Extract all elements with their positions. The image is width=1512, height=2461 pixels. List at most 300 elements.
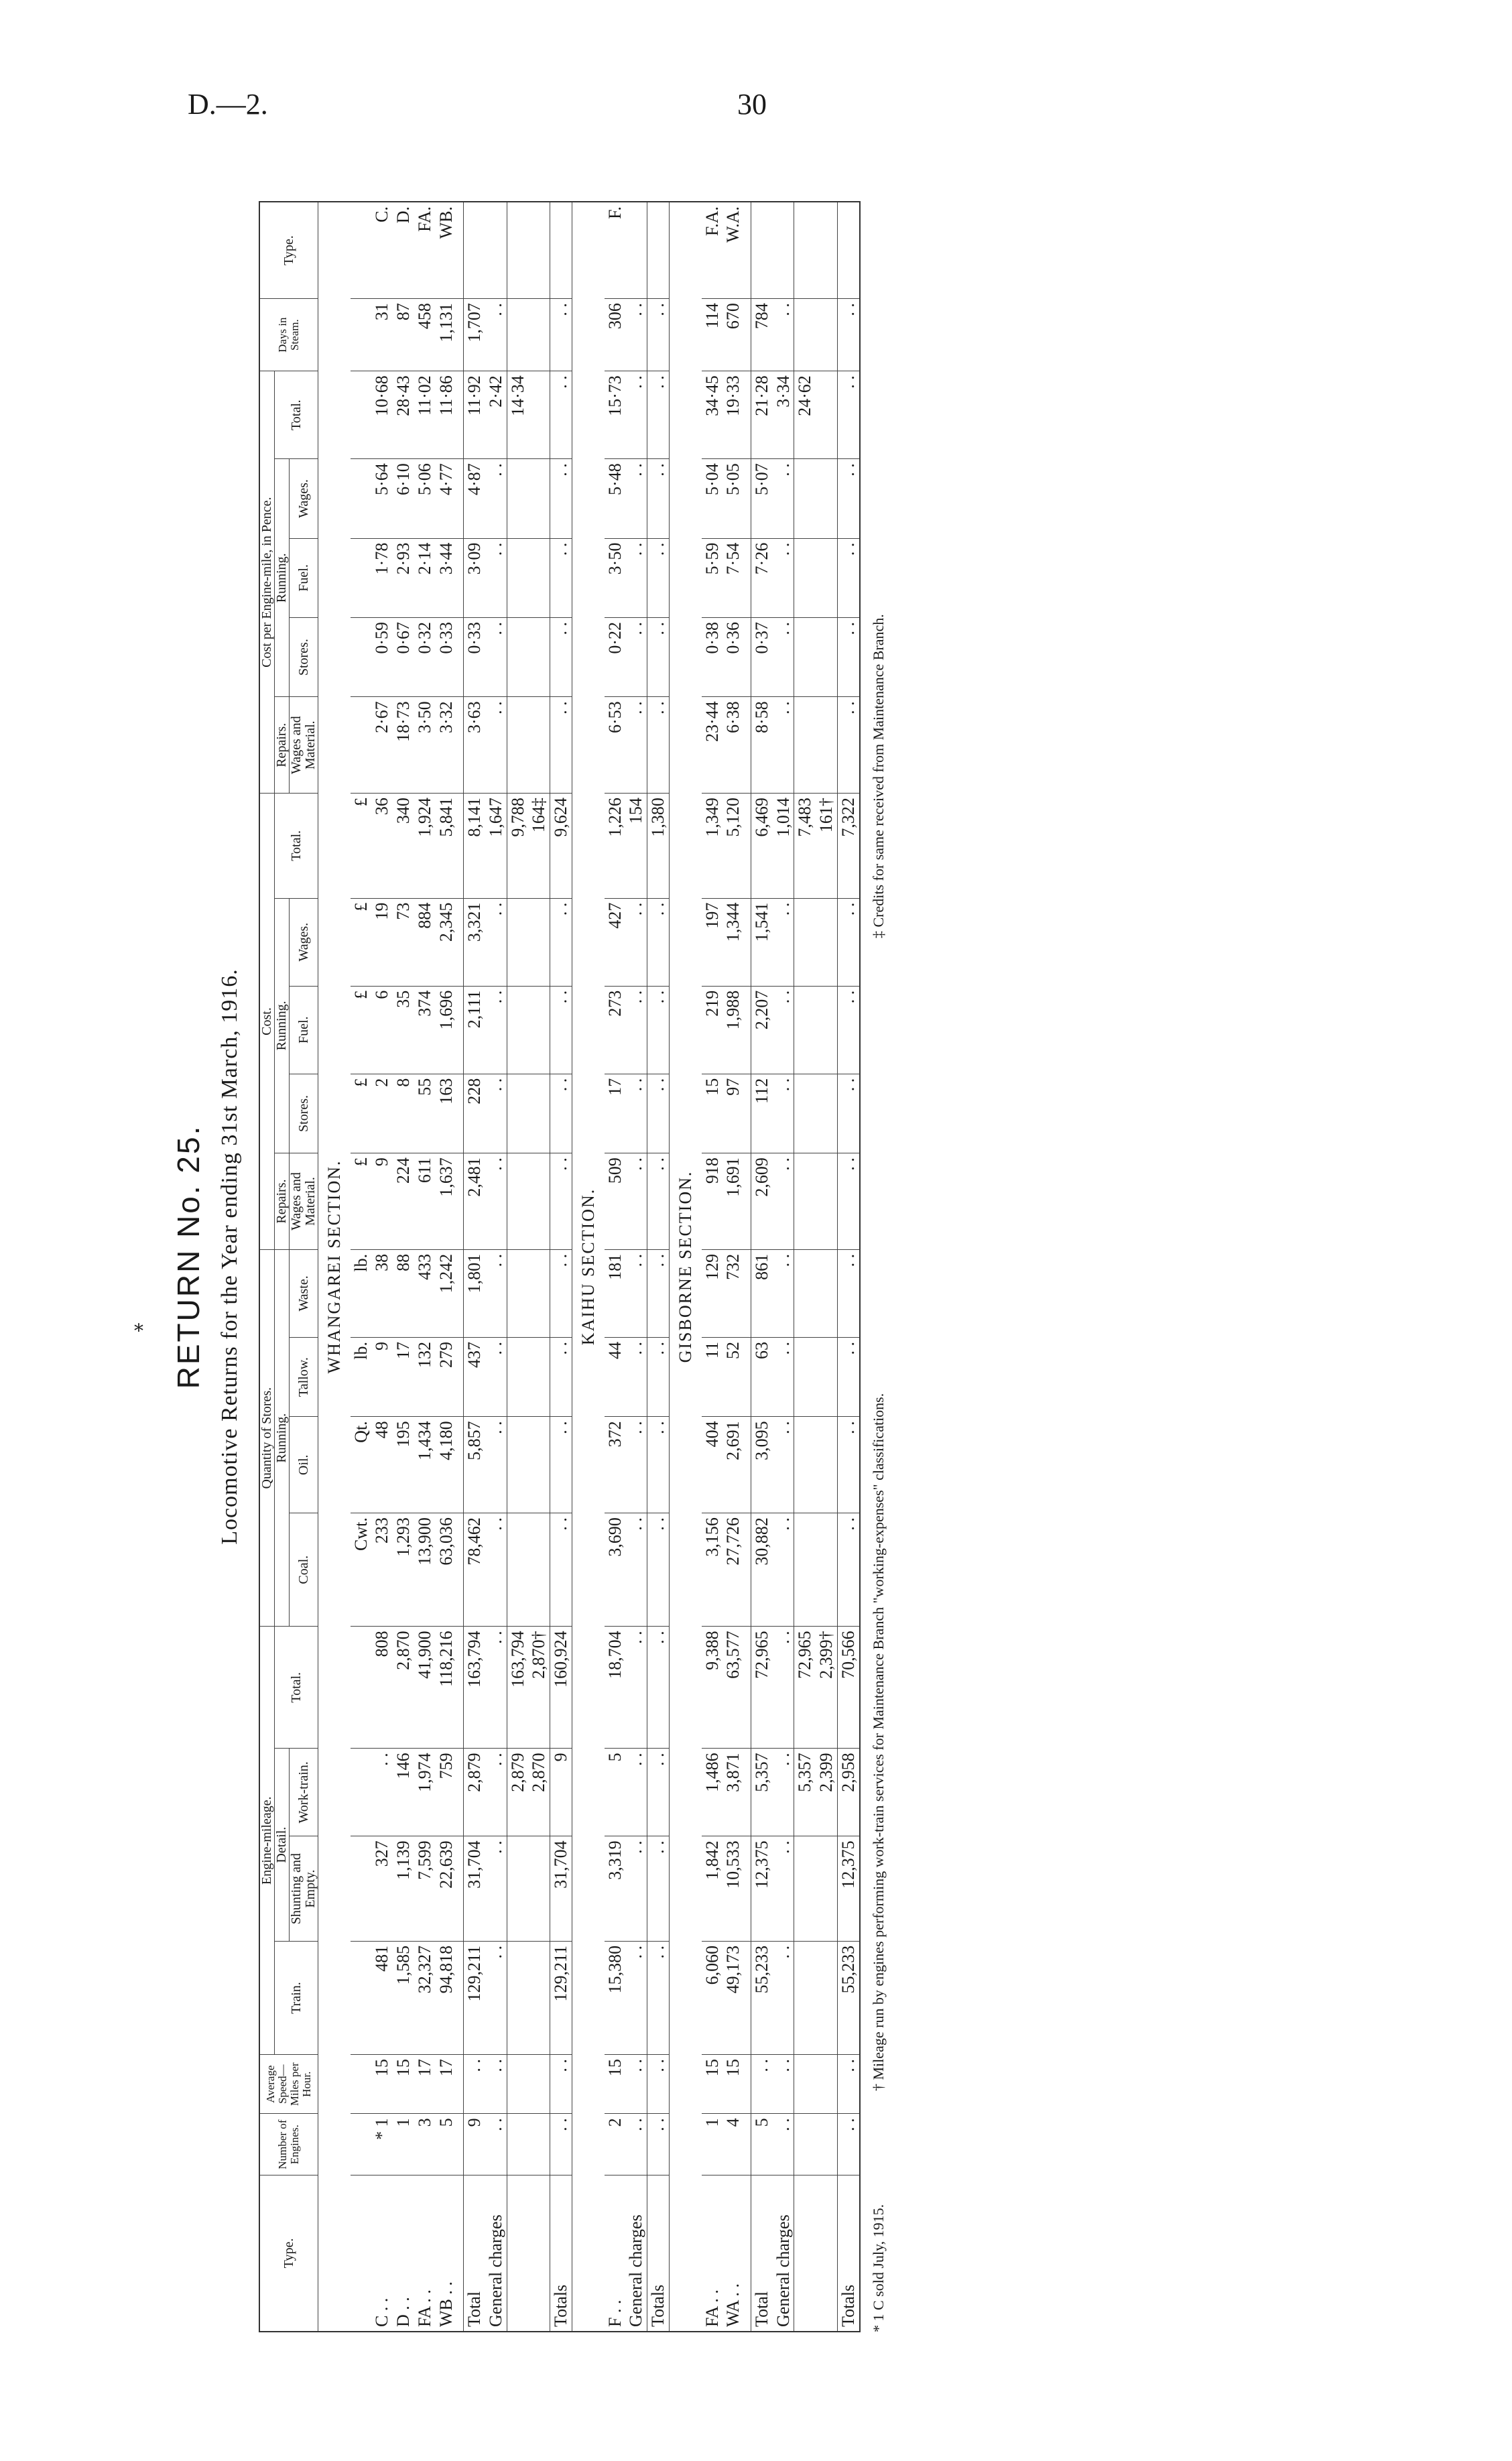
header-engines: Number of Engines.	[259, 2114, 318, 2175]
general-charges-row-cell: General charges	[485, 2175, 507, 2332]
totals-row-cell: . .	[837, 1074, 859, 1153]
totals-row-cell: . .	[647, 986, 670, 1074]
general-charges-row-cell: . .	[485, 459, 507, 538]
page-header	[188, 87, 1327, 127]
header-pence-running: Running.	[275, 459, 290, 697]
general-charges-row-cell: . .	[625, 299, 647, 371]
table-row-cell: 372	[605, 1417, 626, 1513]
table-row-cell: 19	[371, 898, 393, 986]
table-row-cell: 35	[393, 986, 414, 1074]
table-row-cell: 433	[414, 1249, 436, 1337]
general-charges-row-cell: . .	[625, 459, 647, 538]
totals-row-cell: . .	[647, 1417, 670, 1513]
table-row-cell: FA . .	[414, 2175, 436, 2332]
footnotes	[870, 161, 897, 2332]
table-row-cell: 63,577	[722, 1627, 744, 1749]
table-row-cell: 2,870	[393, 1627, 414, 1749]
totals-row-cell: . .	[647, 299, 670, 371]
table-row-cell: 7,599	[414, 1836, 436, 1942]
table-row-cell: 6,060	[702, 1941, 723, 2054]
header-pence-fuel: Fuel.	[290, 538, 318, 617]
totals-row-cell: . .	[647, 1153, 670, 1250]
general-charges-row-cell: . .	[625, 1749, 647, 1836]
totals-row-cell: 55,233	[837, 1941, 859, 2054]
general-charges-row-cell: . .	[625, 898, 647, 986]
table-row-cell: 48	[371, 1417, 393, 1513]
totals-row-cell: . .	[647, 697, 670, 794]
general-charges-row-cell: . .	[773, 1417, 794, 1513]
total-row	[751, 202, 772, 2332]
unit-label: £	[351, 1074, 372, 1153]
table-row-cell: F.A.	[702, 202, 723, 299]
adjustment-cost: 9,788 164‡	[507, 794, 550, 899]
total-row-cell: 8·58	[751, 697, 772, 794]
totals-row-cell: . .	[647, 371, 670, 459]
totals-row-cell: . .	[550, 697, 572, 794]
general-charges-row-cell: . .	[773, 2055, 794, 2114]
general-charges-row	[485, 202, 507, 2332]
general-charges-row-cell: . .	[625, 1836, 647, 1942]
table-row-cell: 509	[605, 1153, 626, 1250]
total-row-cell: 129,211	[464, 1941, 485, 2054]
general-charges-row-cell	[485, 202, 507, 299]
totals-row-cell: . .	[550, 617, 572, 696]
table-row-cell: 36	[371, 794, 393, 899]
total-row-cell: 3,095	[751, 1417, 772, 1513]
locomotive-returns-table	[259, 201, 861, 2332]
totals-row-cell: . .	[837, 2055, 859, 2114]
adjustment-total: 72,965 2,399†	[794, 1627, 837, 1749]
table-row-cell: 0·36	[722, 617, 744, 696]
totals-row-cell: . .	[837, 459, 859, 538]
totals-row-cell: . .	[837, 2114, 859, 2175]
table-row-cell: 1,486	[702, 1749, 723, 1836]
total-row-cell: 3,321	[464, 898, 485, 986]
total-row-cell: 63	[751, 1337, 772, 1416]
table-row-cell: 1,691	[722, 1153, 744, 1250]
table-row-cell: 181	[605, 1249, 626, 1337]
table-row-cell: 22,639	[436, 1836, 457, 1942]
header-train: Train.	[275, 1941, 318, 2054]
table-row-cell: 87	[393, 299, 414, 371]
table-row-cell: 55	[414, 1074, 436, 1153]
table-row-cell: 52	[722, 1337, 744, 1416]
table-row-cell: D . .	[393, 2175, 414, 2332]
table-row-cell: 3·50	[605, 538, 626, 617]
totals-row-cell: Totals	[550, 2175, 572, 2332]
table-row-cell: FA.	[414, 202, 436, 299]
general-charges-row-cell: 3·34	[773, 371, 794, 459]
totals-row-cell: . .	[550, 371, 572, 459]
totals-row-cell: . .	[647, 898, 670, 986]
general-charges-row-cell: General charges	[773, 2175, 794, 2332]
totals-row-cell: . .	[647, 1749, 670, 1836]
total-row-cell: 8,141	[464, 794, 485, 899]
header-shunting: Shunting and Empty.	[290, 1836, 318, 1942]
table-row-cell: 132	[414, 1337, 436, 1416]
totals-row-cell: . .	[550, 898, 572, 986]
table-row-cell: 224	[393, 1153, 414, 1250]
table-row-cell: 5·06	[414, 459, 436, 538]
table-row-cell: 5·64	[371, 459, 393, 538]
table-row-cell: 5	[605, 1749, 626, 1836]
general-charges-row-cell: . .	[485, 1074, 507, 1153]
units-row	[351, 202, 372, 2332]
adjustment-cost: 7,483 161†	[794, 794, 837, 899]
header-pence-repairs: Repairs.	[275, 697, 290, 794]
table-row-cell: 13,900	[414, 1513, 436, 1627]
header-mileage: Engine-mileage.	[259, 1627, 275, 2055]
header-stores-cost: Stores.	[290, 1074, 318, 1153]
table-row-cell: 340	[393, 794, 414, 899]
header-wages: Wages.	[290, 898, 318, 986]
totals-row-cell: 31,704	[550, 1836, 572, 1942]
adjustment-work: 5,357 2,399	[794, 1749, 837, 1836]
table-row-cell: 49,173	[722, 1941, 744, 2054]
totals-row-cell: 9	[550, 1749, 572, 1836]
totals-row-cell: . .	[837, 299, 859, 371]
totals-row-cell: Totals	[647, 2175, 670, 2332]
table-row-cell: 8	[393, 1074, 414, 1153]
adjustment-work: 2,879 2,870	[507, 1749, 550, 1836]
table-row-cell: 1,988	[722, 986, 744, 1074]
table-row-cell: 5·48	[605, 459, 626, 538]
totals-row-cell: . .	[550, 1074, 572, 1153]
general-charges-row-cell	[773, 202, 794, 299]
unit-label: £	[351, 794, 372, 899]
totals-row-cell	[647, 202, 670, 299]
table-row-cell: 458	[414, 299, 436, 371]
general-charges-row-cell: . .	[485, 1836, 507, 1942]
table-row-cell: 15,380	[605, 1941, 626, 2054]
total-row-cell: 1,801	[464, 1249, 485, 1337]
table-row-cell: 9,388	[702, 1627, 723, 1749]
general-charges-row-cell: 2·42	[485, 371, 507, 459]
unit-label: lb.	[351, 1249, 372, 1337]
table-row-cell: 11·02	[414, 371, 436, 459]
unit-label: lb.	[351, 1337, 372, 1416]
totals-row-cell: . .	[647, 538, 670, 617]
table-row-cell: 884	[414, 898, 436, 986]
page-number: 30	[737, 88, 767, 121]
table-row-cell: 73	[393, 898, 414, 986]
totals-row-cell: . .	[647, 2055, 670, 2114]
general-charges-row-cell: . .	[485, 617, 507, 696]
total-row-cell: 1,707	[464, 299, 485, 371]
table-row-cell: 94,818	[436, 1941, 457, 2054]
table-body	[318, 202, 860, 2332]
table-row-cell: 0·67	[393, 617, 414, 696]
totals-row	[837, 202, 859, 2332]
general-charges-row-cell: . .	[625, 1249, 647, 1337]
table-row-cell: 10,533	[722, 1836, 744, 1942]
rotated-return-table	[166, 161, 1373, 2352]
total-row-cell: 12,375	[751, 1836, 772, 1942]
footnote-mileage: † Mileage run by engines performing work-train services for Maintenance Branch "working-expenses" classifications.	[869, 1393, 887, 2091]
table-row-cell: 15	[393, 2055, 414, 2114]
general-charges-row-cell: . .	[773, 1749, 794, 1836]
totals-row-cell: . .	[647, 617, 670, 696]
general-charges-row-cell: . .	[773, 898, 794, 986]
general-charges-row-cell: . .	[625, 1153, 647, 1250]
general-charges-row-cell: . .	[485, 2114, 507, 2175]
table-row-cell: 481	[371, 1941, 393, 2054]
adjustment-row	[794, 202, 837, 2332]
totals-row-cell: 160,924	[550, 1627, 572, 1749]
table-row-cell: 34·45	[702, 371, 723, 459]
table-row	[371, 202, 393, 2332]
table-row-cell: 5,120	[722, 794, 744, 899]
return-subtitle: Locomotive Returns for the Year ending 31st March, 1916.	[217, 968, 242, 1545]
table-row-cell: 279	[436, 1337, 457, 1416]
totals-row-cell: . .	[837, 898, 859, 986]
header-mileage-total: Total.	[275, 1627, 318, 1749]
totals-row-cell: . .	[550, 1249, 572, 1337]
table-row-cell: 114	[702, 299, 723, 371]
table-row-cell: 97	[722, 1074, 744, 1153]
table-row-cell: 1	[702, 2114, 723, 2175]
table-row-cell: 15	[702, 1074, 723, 1153]
table-row-cell: 1,924	[414, 794, 436, 899]
table-row-cell: 374	[414, 986, 436, 1074]
table-row-cell: 6·10	[393, 459, 414, 538]
total-row-cell: 55,233	[751, 1941, 772, 2054]
ink-mark: ⁎	[134, 1315, 143, 1336]
general-charges-row-cell: . .	[485, 986, 507, 1074]
unit-label: £	[351, 986, 372, 1074]
header-wages-material: Wages and Material.	[290, 1153, 318, 1250]
totals-row	[550, 202, 572, 2332]
general-charges-row-cell: . .	[485, 2055, 507, 2114]
total-row-cell: 112	[751, 1074, 772, 1153]
general-charges-row-cell: . .	[625, 1513, 647, 1627]
general-charges-row-cell: . .	[485, 1749, 507, 1836]
table-row-cell: 18·73	[393, 697, 414, 794]
table-row-cell: 3·50	[414, 697, 436, 794]
totals-row-cell: . .	[550, 2114, 572, 2175]
total-row-cell: . .	[464, 2055, 485, 2114]
general-charges-row-cell: . .	[625, 2055, 647, 2114]
total-row-cell: Total	[751, 2175, 772, 2332]
table-row-cell: 404	[702, 1417, 723, 1513]
general-charges-row-cell: . .	[625, 697, 647, 794]
general-charges-row-cell: . .	[773, 617, 794, 696]
table-row-cell: 5,841	[436, 794, 457, 899]
table-row	[702, 202, 723, 2332]
table-row-cell: 0·33	[436, 617, 457, 696]
general-charges-row-cell: 154	[625, 794, 647, 899]
table-row-cell: 195	[393, 1417, 414, 1513]
total-row-cell: 78,462	[464, 1513, 485, 1627]
total-row-cell: 5·07	[751, 459, 772, 538]
general-charges-row-cell: . .	[773, 1513, 794, 1627]
header-pence-wages: Wages.	[290, 459, 318, 538]
totals-row-cell: . .	[647, 459, 670, 538]
general-charges-row-cell: 1,014	[773, 794, 794, 899]
table-row-cell: 1,974	[414, 1749, 436, 1836]
general-charges-row-cell: . .	[773, 459, 794, 538]
table-row-cell: 6·53	[605, 697, 626, 794]
totals-row-cell: . .	[647, 1249, 670, 1337]
table-row-cell: F.	[605, 202, 626, 299]
general-charges-row-cell: . .	[773, 538, 794, 617]
table-row-cell: 19·33	[722, 371, 744, 459]
totals-row-cell: . .	[837, 1513, 859, 1627]
table-row-cell: W.A.	[722, 202, 744, 299]
table-row-cell: 427	[605, 898, 626, 986]
general-charges-row-cell: . .	[485, 1513, 507, 1627]
totals-row-cell: . .	[647, 1337, 670, 1416]
general-charges-row-cell: . .	[773, 1337, 794, 1416]
table-row-cell: 15	[722, 2055, 744, 2114]
table-row-cell: 38	[371, 1249, 393, 1337]
total-row-cell: 0·33	[464, 617, 485, 696]
table-row-cell: 1,434	[414, 1417, 436, 1513]
general-charges-row-cell: 1,647	[485, 794, 507, 899]
table-row-cell: 611	[414, 1153, 436, 1250]
table-row-cell: 10·68	[371, 371, 393, 459]
totals-row-cell: . .	[647, 1513, 670, 1627]
table-row-cell: D.	[393, 202, 414, 299]
table-row-cell: * 1	[371, 2114, 393, 2175]
general-charges-row	[773, 202, 794, 2332]
general-charges-row-cell	[625, 202, 647, 299]
unit-label: Qt.	[351, 1417, 372, 1513]
general-charges-row-cell: . .	[773, 1941, 794, 2054]
total-row-cell: 3·63	[464, 697, 485, 794]
general-charges-row-cell: . .	[773, 986, 794, 1074]
totals-row-cell: . .	[837, 986, 859, 1074]
total-row-cell: 861	[751, 1249, 772, 1337]
total-row-cell: 2,481	[464, 1153, 485, 1250]
table-row-cell: 28·43	[393, 371, 414, 459]
general-charges-row-cell: . .	[485, 898, 507, 986]
header-stores: Quantity of Stores.	[259, 1249, 275, 1626]
table-row-cell: 17	[414, 2055, 436, 2114]
table-row-cell: 6	[371, 986, 393, 1074]
header-stores-running: Running.	[275, 1249, 290, 1626]
totals-row-cell: 70,566	[837, 1627, 859, 1749]
total-row-cell: 784	[751, 299, 772, 371]
gisborne-section-heading: GISBORNE SECTION.	[669, 202, 701, 2332]
table-row-cell: 732	[722, 1249, 744, 1337]
table-row	[393, 202, 414, 2332]
general-charges-row-cell: . .	[625, 1074, 647, 1153]
table-row-cell: 1,139	[393, 1836, 414, 1942]
table-row-cell: 88	[393, 1249, 414, 1337]
table-row-cell: 41,900	[414, 1627, 436, 1749]
table-row-cell: 5·05	[722, 459, 744, 538]
table-row-cell: 9	[371, 1153, 393, 1250]
total-row-cell: 228	[464, 1074, 485, 1153]
table-row-cell: 1,242	[436, 1249, 457, 1337]
table-row-cell: 0·38	[702, 617, 723, 696]
general-charges-row-cell: . .	[485, 1417, 507, 1513]
total-row-cell: 30,882	[751, 1513, 772, 1627]
unit-label: £	[351, 898, 372, 986]
table-row-cell: 2,345	[436, 898, 457, 986]
table-row-cell: WA . .	[722, 2175, 744, 2332]
table-row-cell: 1·78	[371, 538, 393, 617]
total-row-cell: 9	[464, 2114, 485, 2175]
total-row-cell: 5,357	[751, 1749, 772, 1836]
totals-row-cell: 7,322	[837, 794, 859, 899]
header-cost-running: Running.	[275, 898, 290, 1153]
table-row-cell: 4·77	[436, 459, 457, 538]
unit-label: £	[351, 1153, 372, 1250]
general-charges-row-cell: . .	[773, 2114, 794, 2175]
adjustment-pence: 24·62	[794, 371, 837, 459]
total-row-cell: 5	[751, 2114, 772, 2175]
header-coal: Coal.	[290, 1513, 318, 1627]
general-charges-row-cell: . .	[485, 1153, 507, 1250]
total-row-cell: 21·28	[751, 371, 772, 459]
table-row-cell: 273	[605, 986, 626, 1074]
general-charges-row-cell: . .	[773, 299, 794, 371]
table-row-cell: 1,226	[605, 794, 626, 899]
table-row-cell: 11·86	[436, 371, 457, 459]
table-row-cell: 17	[393, 1337, 414, 1416]
table-row-cell: 17	[436, 2055, 457, 2114]
table-row-cell: 3,871	[722, 1749, 744, 1836]
table-row-cell: 306	[605, 299, 626, 371]
table-row-cell: 4	[722, 2114, 744, 2175]
totals-row-cell: . .	[647, 2114, 670, 2175]
total-row-cell: 163,794	[464, 1627, 485, 1749]
table-row-cell: 2·14	[414, 538, 436, 617]
header-days: Days in Steam.	[259, 299, 318, 371]
general-charges-row-cell: . .	[625, 1941, 647, 2054]
header-fuel: Fuel.	[290, 986, 318, 1074]
header-tallow: Tallow.	[290, 1337, 318, 1416]
totals-row-cell: . .	[837, 1153, 859, 1250]
table-row-cell: 31	[371, 299, 393, 371]
totals-row-cell: . .	[837, 538, 859, 617]
kaihu-section	[572, 202, 604, 2332]
general-charges-row-cell: . .	[773, 1249, 794, 1337]
table-row-cell: 5·04	[702, 459, 723, 538]
table-row-cell: 9	[371, 1337, 393, 1416]
table-row-cell: 3·44	[436, 538, 457, 617]
table-row-cell: 44	[605, 1337, 626, 1416]
total-row-cell: 2,207	[751, 986, 772, 1074]
totals-row-cell: . .	[550, 986, 572, 1074]
general-charges-row-cell: . .	[625, 538, 647, 617]
general-charges-row-cell: . .	[485, 1249, 507, 1337]
header-pence-total: Total.	[275, 371, 318, 459]
totals-row-cell: . .	[837, 697, 859, 794]
general-charges-row-cell: . .	[773, 1153, 794, 1250]
total-row-cell: 7·26	[751, 538, 772, 617]
table-row-cell: 670	[722, 299, 744, 371]
table-row-cell: 15	[605, 2055, 626, 2114]
general-charges-row-cell: . .	[625, 1417, 647, 1513]
total-row-cell: 437	[464, 1337, 485, 1416]
table-row-cell: 2	[371, 1074, 393, 1153]
table-row-cell: 2·93	[393, 538, 414, 617]
total-row	[464, 202, 485, 2332]
general-charges-row-cell: . .	[625, 371, 647, 459]
table-row-cell: 1,344	[722, 898, 744, 986]
general-charges-row-cell: . .	[625, 986, 647, 1074]
table-row-cell: C.	[371, 202, 393, 299]
total-row-cell: 2,879	[464, 1749, 485, 1836]
totals-row-cell: . .	[647, 1941, 670, 2054]
general-charges-row-cell: . .	[485, 299, 507, 371]
table-row	[722, 202, 744, 2332]
table-row-cell: 7·54	[722, 538, 744, 617]
table-row-cell: 759	[436, 1749, 457, 1836]
